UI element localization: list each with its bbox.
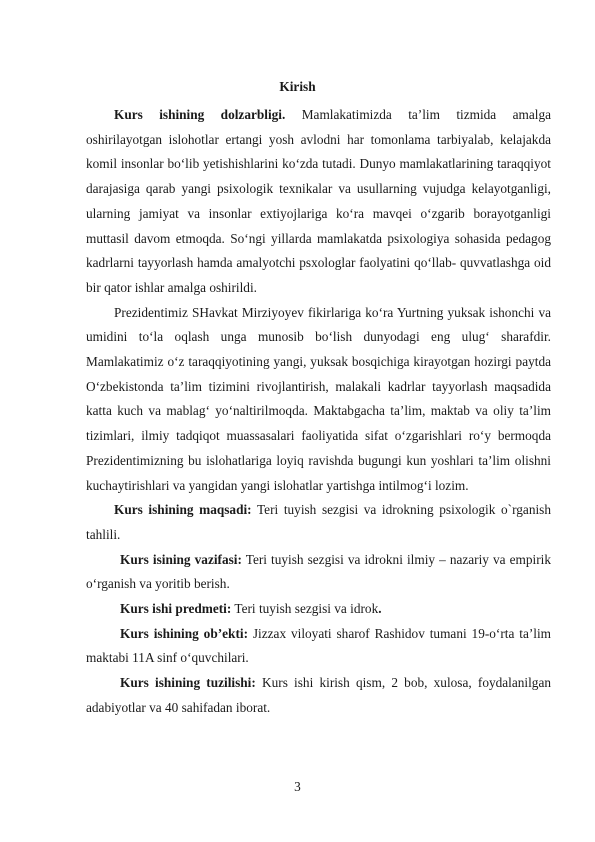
paragraph-text: Teri tuyish sezgisi va idrokning psixologik o`rganish tahlili. — [86, 502, 551, 542]
page-number: 3 — [294, 779, 301, 794]
paragraph-text: Teri tuyish sezgisi va idrokni ilmiy – nazariy va empirik o‘rganish va yoritib berish. — [86, 551, 551, 592]
paragraph-subject — [86, 597, 551, 622]
paragraph-label: Kurs ishining ob’ekti: — [120, 625, 248, 641]
page-title: Kirish — [279, 79, 316, 94]
paragraph-goal — [86, 498, 551, 547]
paragraph-structure — [86, 671, 551, 720]
paragraph-label: Kurs ishining maqsadi: — [114, 502, 252, 518]
paragraph-text: Mamlakatimizda ta’lim tizmida amalga oshirilayotgan islohotlar ertangi yosh avlodni har tomonlama tarbiyalab, kelajakda komil insonlar bo‘lib yetishishlarini ko‘zda tutadi. Dunyo mamlakatlarining taraqqiyot darajasiga qarab yangi psixologik texnikalar va usullarning vujudga kelayotganligi, ularning jamiyat va insonlar extiyojlariga ko‘ra mavqei o‘zgarib borayotganligi muttasil davom etmoqda. So‘ngi yillarda mamlakatda psixologiya sohasida pedagog kadrlarni tayyorlash hamda amalyotchi psxologlar faolyatini qo‘llab- quvvatlashga oid bir qator ishlar amalga oshirildi. — [86, 107, 551, 295]
paragraph-tasks — [86, 548, 551, 597]
paragraph-text: Teri tuyish sezgisi va idrok — [231, 601, 379, 617]
paragraph-relevance — [86, 103, 551, 301]
paragraph-label: Kurs ishining dolzarbligi. — [114, 107, 286, 122]
paragraph-text: Prezidentimiz SHavkat Mirziyoyev fikirlariga ko‘ra Yurtning yuksak ishonchi va umidini to‘la oqlash unga munosib bo‘lish dunyodagi eng ulug‘ sharafdir. Mamlakatimiz o‘z taraqqiyotining yangi, yuksak bosqichiga kirayotgan hozirgi paytda O‘zbekistonda ta’lim tizimini rivojlantirish, malakali kadrlar tayyorlash maqsadida katta kuch va mablag‘ yo‘naltirilmoqda. Maktabgacha ta’lim, maktab va oliy ta’lim tizimlari, ilmiy tadqiqot muassasalari faoliyatida sifat o‘zgarishlari ro‘y bermoqda Prezidentimizning bu islohatlariga loyiq ravishda bugungi kun yoshlari ta’lim olishni kuchaytirishlari va yangidan yangi islohatlar yartishga intilmog‘i lozim. — [86, 304, 551, 493]
paragraph-text: Kurs ishi kirish qism, 2 bob, xulosa, foydalanilgan adabiyotlar va 40 sahifadan iborat. — [86, 675, 551, 715]
paragraph-tail: . — [378, 601, 382, 617]
paragraph-object — [86, 622, 551, 671]
paragraph-label: Kurs ishining tuzilishi: — [120, 675, 256, 691]
paragraph-label: Kurs ishi predmeti: — [120, 601, 232, 617]
paragraph-text: Jizzax viloyati sharof Rashidov tumani 19-o‘rta ta’lim maktabi 11A sinf o‘quvchilari. — [86, 625, 552, 666]
document-body — [86, 103, 551, 721]
paragraph-label: Kurs isining vazifasi: — [120, 551, 242, 567]
paragraph-president — [86, 301, 551, 499]
